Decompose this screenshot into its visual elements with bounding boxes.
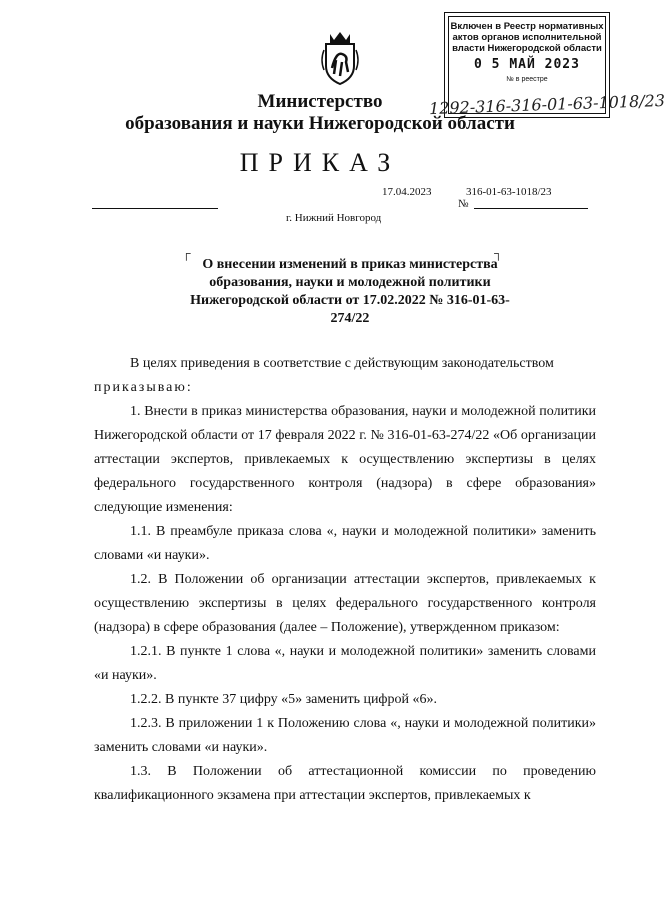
paragraph-1-2: 1.2. В Положении об организации аттестации экспертов, привлекаемых к осуществлению экспертизы в целях федерального государственного контроля (надзора) в сфере образования (далее – Положение), утвержденном приказом:	[94, 572, 596, 635]
subject-corner-right: ┐	[494, 246, 503, 260]
number-sign: №	[458, 198, 469, 210]
paragraph-1-2-1: 1.2.1. В пункте 1 слова «, науки и молодежной политики» заменить словами «и науки».	[94, 644, 596, 683]
number-underline	[474, 208, 588, 209]
coat-of-arms-icon	[318, 30, 362, 86]
paragraph-1-3: 1.3. В Положении об аттестационной комиссии по проведению квалификационного экзамена при аттестации экспертов, привлекаемых к	[94, 764, 596, 803]
order-number: 316-01-63-1018/23	[466, 186, 552, 198]
ministry-name-line2: образования и науки Нижегородской области	[125, 113, 515, 134]
city: г. Нижний Новгород	[286, 212, 382, 224]
paragraph-1-2-2: 1.2.2. В пункте 37 цифру «5» заменить цифрой «6».	[130, 692, 437, 707]
date-underline	[92, 208, 218, 209]
ministry-name-line1: Министерство	[257, 91, 383, 112]
stamp-registry-number: 1292-316-316-01-63-1018/23	[428, 90, 665, 119]
paragraph-1: 1. Внести в приказ министерства образования, науки и молодежной политики Нижегородской области от 17 февраля 2022 г. № 316-01-63-274/22 «Об организации аттестации экспертов, привлекаемых к осуществлению экспертизы в целях федерального государственного контроля (надзора) в сфере образования» следующие изменения:	[94, 404, 596, 515]
stamp-date: 0 5 МАЙ 2023	[474, 57, 580, 72]
paragraph-1-1: 1.1. В преамбуле приказа слова «, науки и молодежной политики» заменить словами «и науки».	[94, 524, 596, 563]
order-subject: О внесении изменений в приказ министерства образования, науки и молодежной политики Нижегородской области от 17.02.2022 № 316-01-63-274/22	[190, 257, 510, 326]
order-word: приказываю:	[94, 380, 193, 395]
document-body	[94, 352, 596, 808]
stamp-registry-label: № в реестре	[506, 76, 548, 83]
paragraph-1-2-3: 1.2.3. В приложении 1 к Положению слова «, науки и молодежной политики» заменить словами «и науки».	[94, 716, 596, 755]
order-date: 17.04.2023	[382, 186, 432, 198]
document-title: ПРИКАЗ	[239, 148, 401, 177]
stamp-text: Включен в Реестр нормативных актов органов исполнительной власти Нижегородской области	[450, 21, 604, 54]
intro-paragraph: В целях приведения в соответствие с действующим законодательством	[130, 356, 554, 371]
subject-corner-left: ┌	[182, 246, 191, 260]
